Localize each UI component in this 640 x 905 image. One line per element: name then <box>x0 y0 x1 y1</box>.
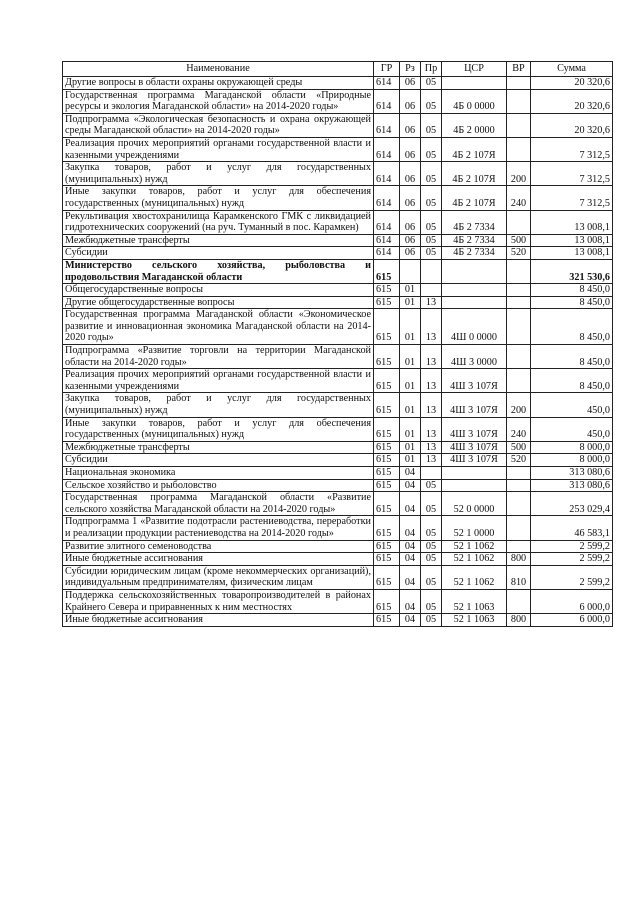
header-name: Наименование <box>63 62 374 77</box>
cell-sum: 6 000,0 <box>531 589 613 613</box>
cell-vr <box>507 259 531 283</box>
cell-gr: 614 <box>374 77 400 90</box>
cell-gr: 615 <box>374 369 400 393</box>
cell-gr: 615 <box>374 516 400 540</box>
cell-vr <box>507 77 531 90</box>
cell-vr <box>507 113 531 137</box>
cell-csr: 4Ш 3 107Я <box>442 417 507 441</box>
cell-rz: 01 <box>400 345 421 369</box>
cell-name: Общегосударственные вопросы <box>63 284 374 297</box>
cell-pr: 05 <box>421 492 442 516</box>
cell-vr <box>507 369 531 393</box>
table-row <box>63 441 613 454</box>
cell-csr: 4Ш 0 0000 <box>442 309 507 345</box>
cell-vr <box>507 89 531 113</box>
cell-rz: 06 <box>400 77 421 90</box>
table-row <box>63 516 613 540</box>
cell-pr: 13 <box>421 345 442 369</box>
cell-vr <box>507 589 531 613</box>
cell-gr: 615 <box>374 492 400 516</box>
table-row <box>63 467 613 480</box>
cell-gr: 615 <box>374 417 400 441</box>
cell-gr: 615 <box>374 393 400 417</box>
table-row <box>63 284 613 297</box>
cell-name: Другие вопросы в области охраны окружающей среды <box>63 77 374 90</box>
cell-vr: 200 <box>507 393 531 417</box>
cell-sum: 8 000,0 <box>531 441 613 454</box>
cell-rz: 06 <box>400 210 421 234</box>
cell-vr <box>507 137 531 161</box>
cell-vr <box>507 284 531 297</box>
cell-sum: 46 583,1 <box>531 516 613 540</box>
cell-pr: 05 <box>421 247 442 260</box>
cell-gr: 615 <box>374 259 400 283</box>
table-row <box>63 589 613 613</box>
cell-pr: 05 <box>421 89 442 113</box>
cell-csr: 4Ш 3 107Я <box>442 441 507 454</box>
cell-csr <box>442 296 507 309</box>
table-row <box>63 259 613 283</box>
cell-sum: 8 450,0 <box>531 309 613 345</box>
cell-name: Субсидии <box>63 247 374 260</box>
table-row <box>63 137 613 161</box>
cell-rz: 01 <box>400 417 421 441</box>
cell-sum: 8 450,0 <box>531 345 613 369</box>
cell-rz: 01 <box>400 369 421 393</box>
cell-name: Реализация прочих мероприятий органами государственной власти и казенными учреждениями <box>63 369 374 393</box>
cell-name: Поддержка сельскохозяйственных товаропроизводителей в районах Крайнего Севера и приравненных к ним местностях <box>63 589 374 613</box>
cell-pr: 05 <box>421 113 442 137</box>
cell-gr: 615 <box>374 454 400 467</box>
cell-sum: 8 450,0 <box>531 284 613 297</box>
cell-sum: 2 599,2 <box>531 565 613 589</box>
cell-vr <box>507 540 531 553</box>
cell-vr: 810 <box>507 565 531 589</box>
cell-csr: 4Б 0 0000 <box>442 89 507 113</box>
cell-name: Национальная экономика <box>63 467 374 480</box>
table-row <box>63 479 613 492</box>
cell-rz: 04 <box>400 516 421 540</box>
cell-csr: 4Б 2 0000 <box>442 113 507 137</box>
cell-csr: 4Б 2 7334 <box>442 247 507 260</box>
cell-sum: 20 320,6 <box>531 113 613 137</box>
cell-gr: 615 <box>374 441 400 454</box>
cell-csr: 4Ш 3 107Я <box>442 393 507 417</box>
cell-rz: 04 <box>400 492 421 516</box>
cell-pr: 05 <box>421 234 442 247</box>
cell-pr: 05 <box>421 210 442 234</box>
cell-name: Подпрограмма «Развитие торговли на территории Магаданской области на 2014-2020 годы» <box>63 345 374 369</box>
table-row <box>63 247 613 260</box>
cell-csr: 52 1 1063 <box>442 589 507 613</box>
table-row <box>63 540 613 553</box>
cell-csr: 4Ш 3 0000 <box>442 345 507 369</box>
cell-sum: 8 000,0 <box>531 454 613 467</box>
cell-rz: 06 <box>400 162 421 186</box>
cell-gr: 614 <box>374 234 400 247</box>
cell-sum: 13 008,1 <box>531 210 613 234</box>
table-row <box>63 309 613 345</box>
cell-name: Субсидии юридическим лицам (кроме некоммерческих организаций), индивидуальным предпринимателям, физическим лицам <box>63 565 374 589</box>
cell-csr <box>442 259 507 283</box>
cell-pr: 05 <box>421 186 442 210</box>
cell-pr: 05 <box>421 162 442 186</box>
cell-csr: 52 1 1062 <box>442 553 507 566</box>
cell-pr: 05 <box>421 516 442 540</box>
table-row <box>63 113 613 137</box>
cell-sum: 321 530,6 <box>531 259 613 283</box>
cell-sum: 13 008,1 <box>531 234 613 247</box>
cell-sum: 7 312,5 <box>531 137 613 161</box>
cell-name: Иные бюджетные ассигнования <box>63 553 374 566</box>
table-row <box>63 393 613 417</box>
cell-pr: 05 <box>421 565 442 589</box>
cell-gr: 614 <box>374 247 400 260</box>
cell-csr: 4Ш 3 107Я <box>442 454 507 467</box>
cell-name: Рекультивация хвостохранилища Карамкенского ГМК с ликвидацией гидротехнических сооружений (на руч. Туманный в пос. Карамкен) <box>63 210 374 234</box>
cell-sum: 8 450,0 <box>531 369 613 393</box>
cell-csr <box>442 284 507 297</box>
table-row <box>63 454 613 467</box>
cell-csr <box>442 479 507 492</box>
cell-csr: 52 1 0000 <box>442 516 507 540</box>
cell-rz: 04 <box>400 467 421 480</box>
cell-sum: 20 320,6 <box>531 89 613 113</box>
cell-csr: 4Б 2 107Я <box>442 186 507 210</box>
cell-pr: 13 <box>421 441 442 454</box>
cell-pr: 05 <box>421 540 442 553</box>
cell-name: Сельское хозяйство и рыболовство <box>63 479 374 492</box>
cell-name: Развитие элитного семеноводства <box>63 540 374 553</box>
cell-sum: 313 080,6 <box>531 479 613 492</box>
header-sum: Сумма <box>531 62 613 77</box>
header-csr: ЦСР <box>442 62 507 77</box>
cell-vr: 520 <box>507 247 531 260</box>
cell-name: Иные бюджетные ассигнования <box>63 614 374 627</box>
cell-name: Государственная программа Магаданской области «Экономическое развитие и инновационная экономика Магаданской области на 2014-2020 годы» <box>63 309 374 345</box>
cell-vr <box>507 479 531 492</box>
cell-name: Межбюджетные трансферты <box>63 234 374 247</box>
cell-pr: 05 <box>421 614 442 627</box>
cell-vr: 800 <box>507 553 531 566</box>
table-row <box>63 89 613 113</box>
cell-csr: 52 0 0000 <box>442 492 507 516</box>
cell-vr: 520 <box>507 454 531 467</box>
cell-csr <box>442 467 507 480</box>
cell-vr <box>507 467 531 480</box>
cell-gr: 615 <box>374 309 400 345</box>
cell-vr <box>507 345 531 369</box>
cell-pr <box>421 467 442 480</box>
cell-csr: 52 1 1062 <box>442 540 507 553</box>
cell-pr: 13 <box>421 393 442 417</box>
cell-csr: 52 1 1062 <box>442 565 507 589</box>
header-gr: ГР <box>374 62 400 77</box>
cell-name: Государственная программа Магаданской области «Развитие сельского хозяйства Магаданской области на 2014-2020 годы» <box>63 492 374 516</box>
cell-gr: 615 <box>374 296 400 309</box>
cell-pr: 13 <box>421 369 442 393</box>
table-row <box>63 345 613 369</box>
cell-gr: 615 <box>374 479 400 492</box>
table-row <box>63 369 613 393</box>
cell-name: Иные закупки товаров, работ и услуг для обеспечения государственных (муниципальных) нужд <box>63 186 374 210</box>
table-body <box>63 77 613 627</box>
cell-sum: 6 000,0 <box>531 614 613 627</box>
table-row <box>63 77 613 90</box>
cell-rz: 04 <box>400 614 421 627</box>
cell-csr: 4Б 2 107Я <box>442 162 507 186</box>
cell-name: Субсидии <box>63 454 374 467</box>
cell-sum: 13 008,1 <box>531 247 613 260</box>
cell-rz: 04 <box>400 589 421 613</box>
cell-vr: 800 <box>507 614 531 627</box>
table-row <box>63 234 613 247</box>
cell-vr: 240 <box>507 186 531 210</box>
cell-vr <box>507 296 531 309</box>
cell-rz: 04 <box>400 565 421 589</box>
cell-rz: 01 <box>400 441 421 454</box>
cell-sum: 253 029,4 <box>531 492 613 516</box>
cell-gr: 615 <box>374 565 400 589</box>
cell-name: Подпрограмма «Экологическая безопасность и охрана окружающей среды Магаданской области» на 2014-2020 годы» <box>63 113 374 137</box>
cell-pr: 05 <box>421 589 442 613</box>
cell-vr <box>507 516 531 540</box>
table-row <box>63 186 613 210</box>
cell-gr: 614 <box>374 137 400 161</box>
cell-pr: 13 <box>421 454 442 467</box>
table-header-row <box>63 62 613 77</box>
cell-rz: 04 <box>400 479 421 492</box>
table-row <box>63 492 613 516</box>
cell-rz: 06 <box>400 186 421 210</box>
cell-gr: 614 <box>374 89 400 113</box>
cell-pr: 13 <box>421 296 442 309</box>
cell-sum: 450,0 <box>531 393 613 417</box>
cell-rz: 06 <box>400 247 421 260</box>
cell-rz: 01 <box>400 284 421 297</box>
header-pr: Пр <box>421 62 442 77</box>
cell-rz: 01 <box>400 454 421 467</box>
cell-rz: 01 <box>400 393 421 417</box>
cell-vr <box>507 210 531 234</box>
cell-sum: 7 312,5 <box>531 162 613 186</box>
cell-pr <box>421 259 442 283</box>
cell-name: Министерство сельского хозяйства, рыболовства и продовольствия Магаданской области <box>63 259 374 283</box>
cell-pr <box>421 284 442 297</box>
cell-vr <box>507 492 531 516</box>
cell-name: Закупка товаров, работ и услуг для государственных (муниципальных) нужд <box>63 393 374 417</box>
cell-gr: 615 <box>374 540 400 553</box>
cell-rz: 06 <box>400 137 421 161</box>
budget-table <box>62 61 613 627</box>
cell-sum: 7 312,5 <box>531 186 613 210</box>
cell-gr: 615 <box>374 345 400 369</box>
cell-name: Межбюджетные трансферты <box>63 441 374 454</box>
table-row <box>63 210 613 234</box>
table-row <box>63 162 613 186</box>
cell-sum: 2 599,2 <box>531 553 613 566</box>
cell-gr: 615 <box>374 589 400 613</box>
cell-sum: 313 080,6 <box>531 467 613 480</box>
cell-gr: 614 <box>374 113 400 137</box>
cell-csr: 4Б 2 7334 <box>442 234 507 247</box>
cell-gr: 615 <box>374 284 400 297</box>
cell-csr: 4Ш 3 107Я <box>442 369 507 393</box>
cell-name: Другие общегосударственные вопросы <box>63 296 374 309</box>
cell-gr: 615 <box>374 553 400 566</box>
cell-rz: 04 <box>400 540 421 553</box>
cell-csr: 4Б 2 7334 <box>442 210 507 234</box>
cell-rz: 06 <box>400 113 421 137</box>
cell-sum: 8 450,0 <box>531 296 613 309</box>
cell-gr: 615 <box>374 467 400 480</box>
cell-vr: 240 <box>507 417 531 441</box>
cell-vr <box>507 309 531 345</box>
cell-gr: 615 <box>374 614 400 627</box>
cell-vr: 200 <box>507 162 531 186</box>
cell-rz: 01 <box>400 296 421 309</box>
cell-vr: 500 <box>507 234 531 247</box>
cell-name: Иные закупки товаров, работ и услуг для обеспечения государственных (муниципальных) нужд <box>63 417 374 441</box>
cell-pr: 05 <box>421 137 442 161</box>
table-row <box>63 565 613 589</box>
cell-pr: 13 <box>421 309 442 345</box>
table-row <box>63 553 613 566</box>
cell-rz: 06 <box>400 89 421 113</box>
cell-rz: 01 <box>400 309 421 345</box>
table-row <box>63 296 613 309</box>
cell-vr: 500 <box>507 441 531 454</box>
cell-pr: 05 <box>421 553 442 566</box>
cell-csr: 4Б 2 107Я <box>442 137 507 161</box>
cell-rz: 06 <box>400 234 421 247</box>
cell-gr: 614 <box>374 186 400 210</box>
cell-rz <box>400 259 421 283</box>
cell-sum: 450,0 <box>531 417 613 441</box>
cell-pr: 05 <box>421 77 442 90</box>
header-rz: Рз <box>400 62 421 77</box>
cell-csr: 52 1 1063 <box>442 614 507 627</box>
cell-sum: 20 320,6 <box>531 77 613 90</box>
cell-pr: 05 <box>421 479 442 492</box>
cell-sum: 2 599,2 <box>531 540 613 553</box>
cell-gr: 614 <box>374 210 400 234</box>
cell-name: Подпрограмма 1 «Развитие подотрасли растениеводства, переработки и реализации продукции растениеводства на 2014-2020 годы» <box>63 516 374 540</box>
cell-csr <box>442 77 507 90</box>
cell-name: Закупка товаров, работ и услуг для государственных (муниципальных) нужд <box>63 162 374 186</box>
cell-name: Государственная программа Магаданской области «Природные ресурсы и экология Магаданской области» на 2014-2020 годы» <box>63 89 374 113</box>
cell-gr: 614 <box>374 162 400 186</box>
cell-pr: 13 <box>421 417 442 441</box>
cell-name: Реализация прочих мероприятий органами государственной власти и казенными учреждениями <box>63 137 374 161</box>
table-row <box>63 614 613 627</box>
header-vr: ВР <box>507 62 531 77</box>
table-row <box>63 417 613 441</box>
cell-rz: 04 <box>400 553 421 566</box>
